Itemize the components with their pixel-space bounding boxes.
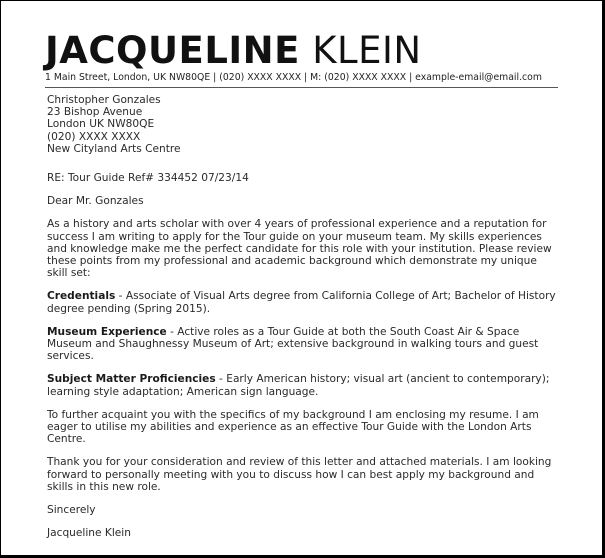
point-credentials (47, 290, 557, 314)
letter-body (47, 94, 557, 539)
recipient-street: 23 Bishop Avenue (47, 106, 143, 119)
point-label: Museum Experience (47, 325, 167, 338)
point-label: Subject Matter Proficiencies (47, 373, 216, 386)
point-subject-matter (47, 373, 557, 397)
last-name: KLEIN (312, 29, 422, 72)
recipient-name: Christopher Gonzales (47, 94, 161, 106)
point-text: - Early American history; visual art (ancient to contemporary); learning style adaptation; American sign language. (47, 373, 550, 398)
contact-line: 1 Main Street, London, UK NW80QE | (020) XXXX XXXX | M: (020) XXXX XXXX | example-email@email.com (45, 71, 558, 88)
recipient-city: London UK NW80QE (47, 118, 155, 131)
recipient-organization: New Cityland Arts Centre (47, 142, 181, 155)
closing: Sincerely (47, 504, 96, 517)
applicant-name (45, 29, 422, 73)
intro-paragraph: As a history and arts scholar with over 4 years of professional experience and a reputation for success I am writing to apply for the Tour guide on your museum team. My skills experiences and knowledge make me the perfect candidate for this role with your institution. Please review these points from my professional and academic background which demonstrate my unique skill set: (47, 218, 552, 280)
point-text: - Active roles as a Tour Guide at both the South Coast Air & Space Museum and Shaughnessy Museum of Art; extensive background in walking tours and guest services. (47, 325, 539, 363)
recipient-block (47, 94, 557, 155)
salutation: Dear Mr. Gonzales (47, 195, 144, 208)
point-museum-experience (47, 326, 557, 363)
resume-paragraph: To further acquaint you with the specifics of my background I am enclosing my resume. I am eager to utilise my abilities and experience as an effective Tour Guide with the London Arts Centre. (47, 408, 539, 446)
signature: Jacqueline Klein (47, 527, 131, 540)
point-label: Credentials (47, 290, 116, 303)
point-text: - Associate of Visual Arts degree from California College of Art; Bachelor of History degree pending (Spring 2015). (47, 290, 556, 315)
reference-line: RE: Tour Guide Ref# 334452 07/23/14 (47, 172, 249, 185)
thanks-paragraph: Thank you for your consideration and review of this letter and attached materials. I am looking forward to personally meeting with you to discuss how I can best apply my background and skills in this new role. (47, 456, 552, 493)
first-name: JACQUELINE (45, 29, 300, 72)
recipient-phone: (020) XXXX XXXX (47, 130, 141, 143)
